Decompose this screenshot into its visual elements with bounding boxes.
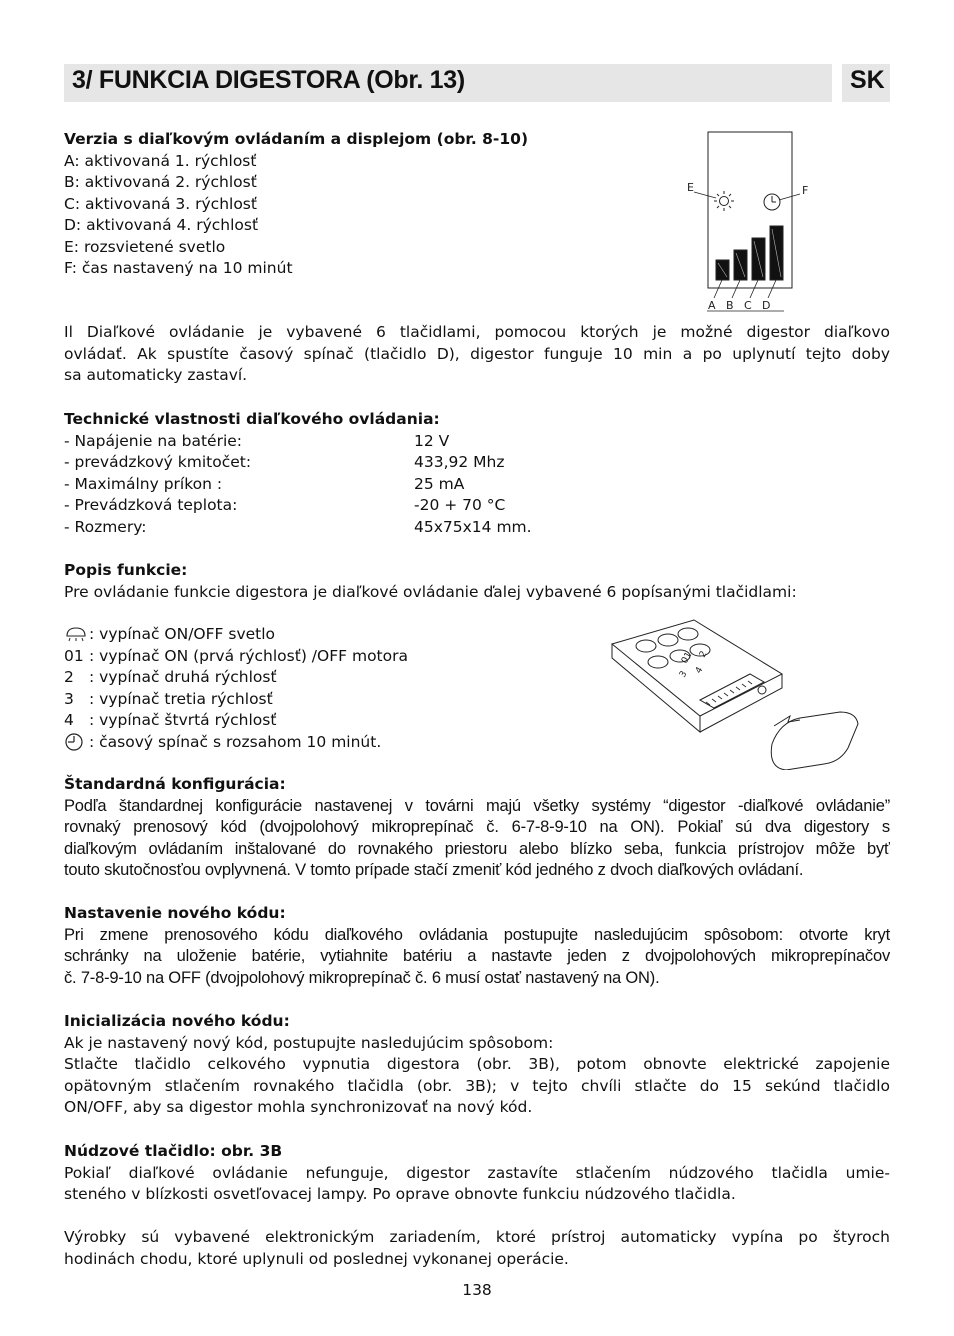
button-row [64, 646, 514, 668]
version-line: D: aktivovaná 4. rýchlosť [64, 216, 259, 234]
function-description [64, 560, 890, 603]
new-code-title: Nastavenie nového kódu: [64, 904, 286, 922]
text-line: rovnaký prenosový kód (dvojpolohový mikroprepínač č. 6-7-8-9-10 na ON). Pokiaľ sú dva digestory s [64, 818, 890, 836]
remote-label-01: 01 [679, 650, 695, 666]
label-f: F [802, 184, 809, 197]
button-row [64, 667, 514, 689]
standard-config [64, 774, 890, 882]
spec-row [64, 431, 890, 453]
spec-row [64, 495, 890, 517]
spec-row [64, 452, 890, 474]
language-code: SK [850, 66, 885, 94]
remote-label-3: 3 [677, 669, 690, 680]
text-line: diaľkovým ovládaním inštalované do rovnakého priestoru alebo blízko seba, funkcia prístrojov môže byť [64, 839, 890, 858]
button-row-timer [64, 732, 514, 754]
text-line: ovládať. Ak spustíte časový spínač (tlačidlo D), digestor funguje 10 min a po uplynutí tejto doby [64, 344, 890, 363]
button-row-light [64, 624, 514, 646]
label-b: B [726, 299, 734, 312]
emergency-title: Núdzové tlačidlo: obr. 3B [64, 1142, 283, 1160]
label-c: C [744, 299, 752, 312]
spec-value: 25 mA [414, 474, 465, 493]
remote-figure [604, 616, 866, 770]
section-header [64, 64, 832, 102]
spec-row [64, 517, 890, 539]
display-figure [680, 128, 820, 314]
spec-key: - Napájenie na batérie: [64, 431, 243, 450]
button-row [64, 689, 514, 711]
tech-title: Technické vlastnosti diaľkového ovládania: [64, 410, 440, 428]
button-desc: : vypínač ON (prvá rýchlosť) /OFF motora [89, 646, 408, 665]
spec-value: -20 + 70 °C [414, 496, 506, 514]
spec-key: - Maximálny príkon : [64, 474, 223, 493]
version-line: F: čas nastavený na 10 minút [64, 259, 293, 277]
spec-key: - Rozmery: [64, 517, 147, 536]
text-line: Pokiaľ diaľkové ovládanie nefunguje, digestor zastavíte stlačením núdzového tlačidla umie- [64, 1163, 890, 1182]
text-line: hodinách chodu, ktoré uplynuli od poslednej vykonanej operácie. [64, 1249, 569, 1268]
spec-value: 12 V [414, 431, 450, 450]
tech-specs [64, 409, 890, 538]
button-desc: : vypínač ON/OFF svetlo [89, 625, 276, 643]
page-number: 138 [462, 1281, 492, 1299]
version-line: B: aktivovaná 2. rýchlosť [64, 173, 257, 191]
text-line: Ak je nastavený nový kód, postupujte nasledujúcim spôsobom: [64, 1033, 554, 1052]
remote-label-2: 2 [697, 649, 710, 660]
remote-label-4: 4 [693, 665, 706, 676]
init-section [64, 1011, 890, 1119]
intro-paragraph [64, 322, 890, 387]
spec-key: - prevádzkový kmitočet: [64, 453, 252, 471]
text-line: č. 7-8-9-10 na OFF (dvojpolohový mikroprepínač č. 6 musí ostať nastavený na ON). [64, 968, 660, 987]
version-section [64, 129, 684, 280]
new-code-section [64, 903, 890, 989]
text-line: sa automaticky zastaví. [64, 366, 248, 384]
button-list [64, 624, 514, 753]
text-line: Stlačte tlačidlo celkového vypnutia digestora (obr. 3B), potom obnovte elektrické zapojenie [64, 1055, 890, 1073]
label-e: E [687, 181, 694, 194]
text-line: Podľa štandardnej konfigurácie nastavenej v továrni majú všetky systémy “digestor -diaľkové ovládanie” [64, 796, 890, 815]
final-paragraph [64, 1227, 890, 1270]
label-a: A [708, 299, 716, 312]
standard-title: Štandardná konfigurácia: [64, 775, 286, 793]
text-line: ON/OFF, aby sa digestor mohla synchronizovať na nový kód. [64, 1098, 533, 1116]
page-title: 3/ FUNKCIA DIGESTORA (Obr. 13) [72, 66, 465, 94]
spec-value: 45x75x14 mm. [414, 517, 532, 536]
button-symbol: 3 [64, 689, 74, 708]
clock-icon [764, 194, 780, 210]
sun-icon [714, 191, 734, 211]
spec-key: - Prevádzková teplota: [64, 496, 238, 514]
button-desc: : vypínač druhá rýchlosť [89, 668, 277, 686]
popis-title: Popis funkcie: [64, 561, 188, 579]
light-icon [64, 624, 89, 646]
text-line: touto skutočnosťou ovplyvnená. V tomto prípade stačí zmeniť kód jedného z dvoch diaľkových ovládaní. [64, 861, 804, 879]
version-line: A: aktivovaná 1. rýchlosť [64, 151, 257, 170]
text-line: Pri zmene prenosového kódu diaľkového ovládania postupujte nasledujúcim spôsobom: otvorte kryt [64, 925, 890, 944]
button-desc: : vypínač tretia rýchlosť [89, 689, 273, 708]
label-d: D [762, 299, 771, 312]
timer-icon [64, 732, 89, 754]
popis-text: Pre ovládanie funkcie digestora je diaľkové ovládanie ďalej vybavené 6 popísanými tlačidlami: [64, 582, 797, 601]
version-title: Verzia s diaľkovým ovládaním a displejom (obr. 8-10) [64, 130, 529, 148]
spec-row [64, 474, 890, 496]
version-line: E: rozsvietené svetlo [64, 237, 226, 256]
text-line: Výrobky sú vybavené elektronickým zariadením, ktoré prístroj automaticky vypína po štyroch [64, 1228, 890, 1246]
button-row [64, 710, 514, 732]
language-badge [842, 64, 890, 102]
button-symbol: 4 [64, 711, 74, 729]
spec-value: 433,92 Mhz [414, 453, 505, 471]
button-symbol: 01 [64, 646, 84, 665]
button-desc: : časový spínač s rozsahom 10 minút. [89, 732, 382, 751]
button-desc: : vypínač štvrtá rýchlosť [89, 711, 277, 729]
init-title: Inicializácia nového kódu: [64, 1012, 290, 1030]
text-line: Il Diaľkové ovládanie je vybavené 6 tlačidlami, pomocou ktorých je možné digestor diaľkovo [64, 323, 890, 341]
text-line: schránky na uloženie batérie, vytiahnite batériu a nastavte jeden z dvojpolohových mikroprepínačov [64, 947, 890, 965]
version-line: C: aktivovaná 3. rýchlosť [64, 194, 257, 213]
text-line: steného v blízkosti osvetľovacej lampy. Po oprave obnovte funkciu núdzového tlačidla. [64, 1185, 736, 1203]
button-symbol: 2 [64, 668, 74, 686]
text-line: opätovným stlačením rovnakého tlačidla (obr. 3B); v tejto chvíli stlačte do 15 sekúnd tlačidlo [64, 1076, 890, 1095]
emergency-section [64, 1141, 890, 1206]
